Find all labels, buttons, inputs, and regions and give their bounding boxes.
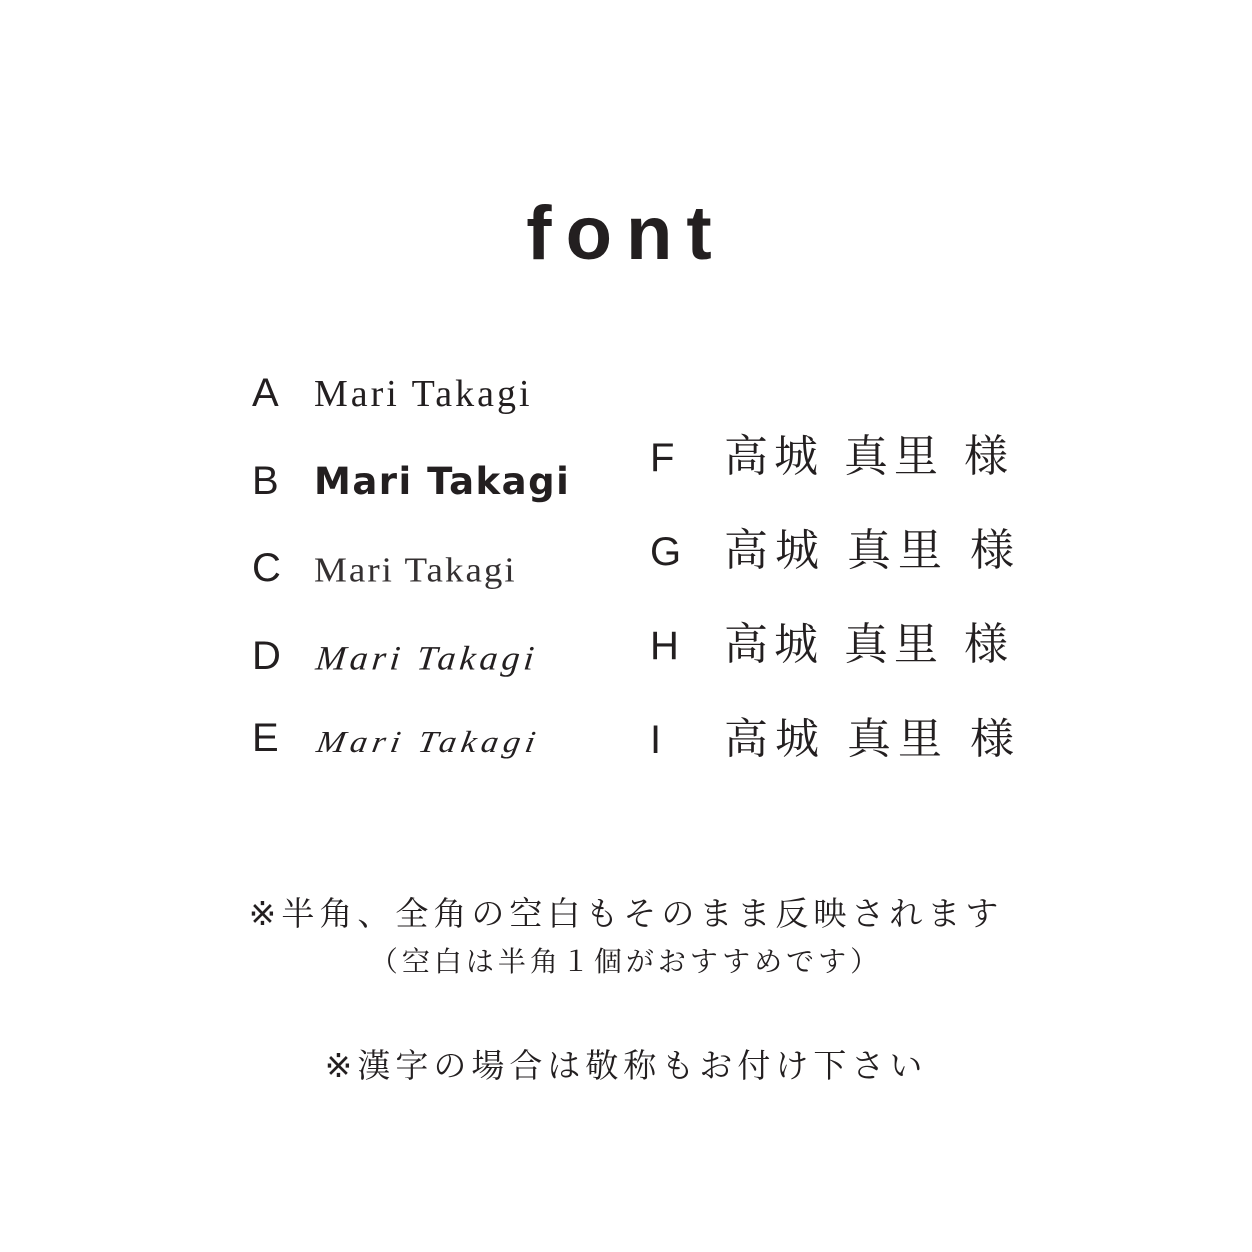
font-option-label-g: G xyxy=(650,530,682,574)
latin-sample-column xyxy=(252,372,652,800)
font-sample-text-f: 高城 真里 様 xyxy=(724,431,1014,482)
font-sample-text-c: Mari Takagi xyxy=(314,551,517,591)
font-option-label-d: D xyxy=(252,634,281,678)
font-option-f[interactable] xyxy=(650,420,1070,514)
note-spacing-recommendation: （空白は半角１個がおすすめです） xyxy=(369,944,883,978)
font-option-label-f: F xyxy=(650,436,675,480)
font-option-c[interactable] xyxy=(252,548,652,636)
font-option-label-h: H xyxy=(650,624,679,668)
page-title: font xyxy=(526,191,726,276)
font-option-g[interactable] xyxy=(650,514,1070,608)
font-sample-text-b: Mari Takagi xyxy=(314,460,571,503)
notes-block xyxy=(0,890,1252,1090)
font-option-a[interactable] xyxy=(252,372,652,460)
font-sample-text-g: 高城 真里 様 xyxy=(724,525,1021,576)
note-spacing: ※半角、全角の空白もそのまま反映されます xyxy=(248,894,1004,933)
font-sample-list xyxy=(0,372,1252,792)
font-option-e[interactable] xyxy=(252,718,652,800)
font-option-d[interactable] xyxy=(252,636,652,718)
font-sample-text-h: 高城 真里 様 xyxy=(724,619,1014,670)
font-sample-text-d: Mari Takagi xyxy=(314,639,540,678)
font-sample-text-i: 高城 真里 様 xyxy=(724,714,1021,765)
font-option-label-i: I xyxy=(650,718,662,762)
font-option-label-a: A xyxy=(252,371,279,415)
font-option-label-e: E xyxy=(252,716,279,760)
font-option-b[interactable] xyxy=(252,460,652,548)
font-sample-text-a: Mari Takagi xyxy=(314,373,533,415)
note-kanji-honorific: ※漢字の場合は敬称もお付け下さい xyxy=(324,1046,928,1086)
font-option-h[interactable] xyxy=(650,608,1070,702)
japanese-sample-column xyxy=(650,420,1070,796)
font-option-label-c: C xyxy=(252,546,281,590)
font-sample-text-e: Mari Takagi xyxy=(314,725,543,760)
font-option-i[interactable] xyxy=(650,702,1070,796)
font-option-label-b: B xyxy=(252,459,279,503)
